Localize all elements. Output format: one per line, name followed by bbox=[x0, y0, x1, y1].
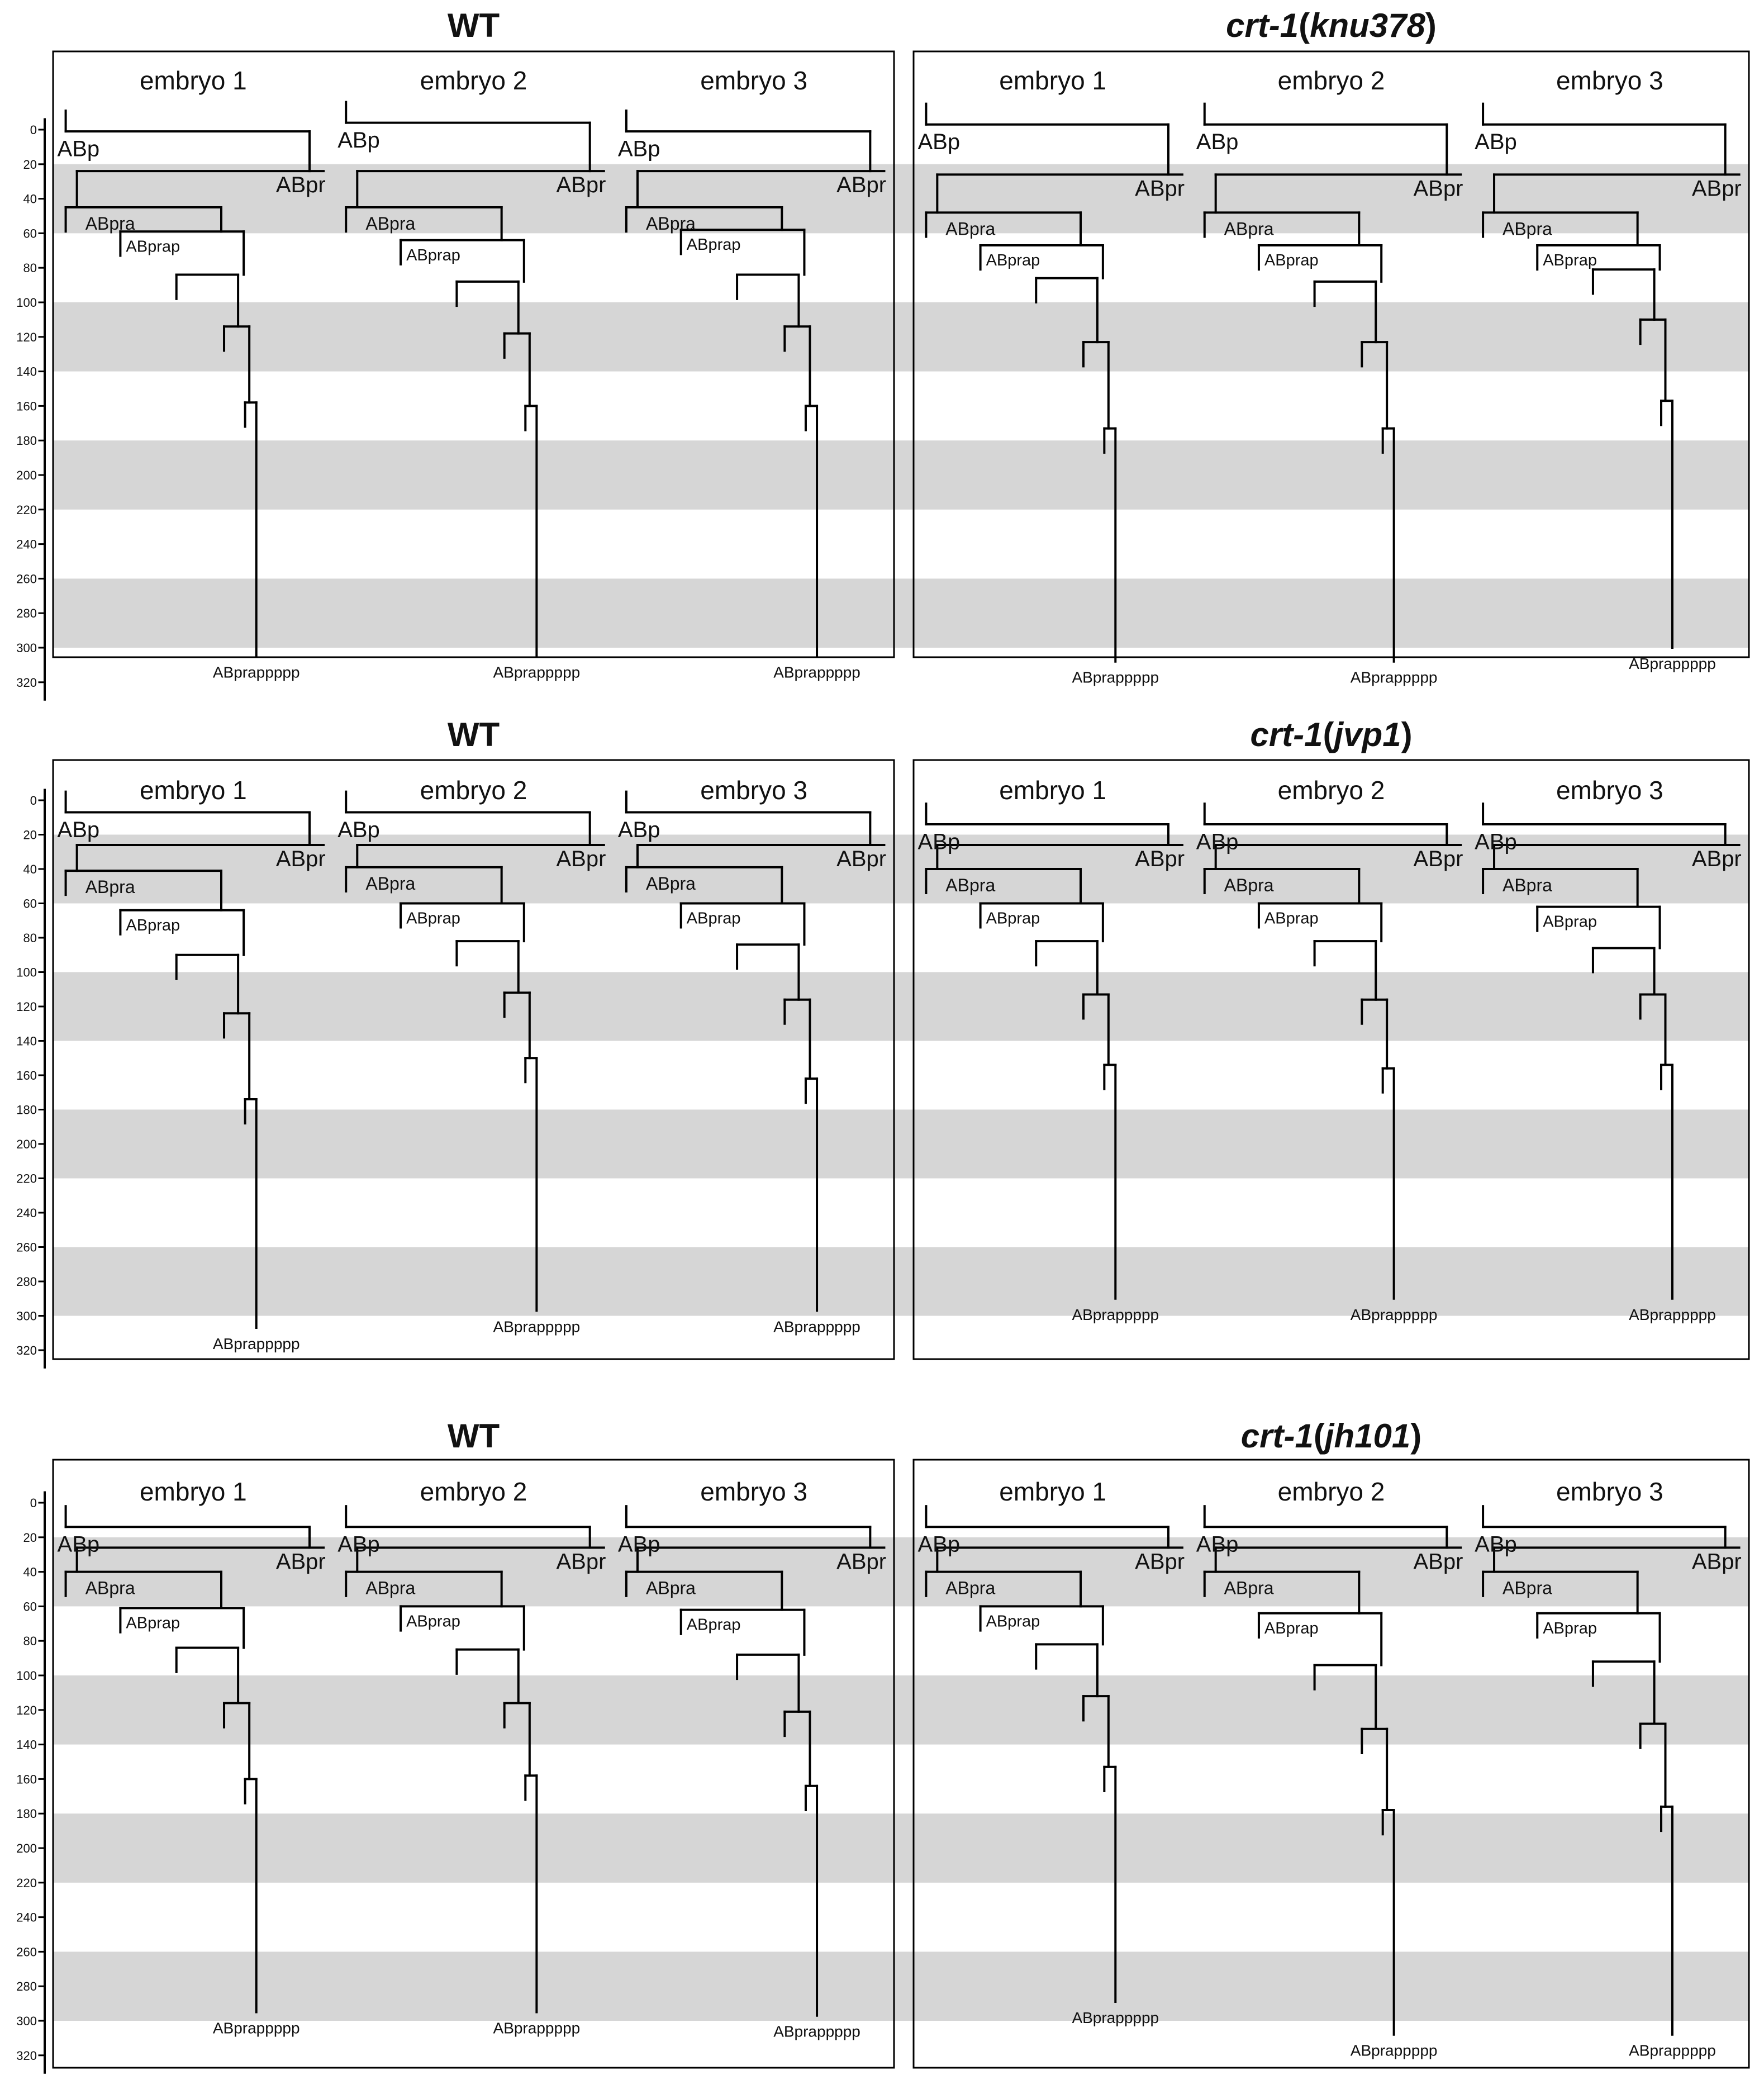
embryo-label: embryo 2 bbox=[1277, 776, 1385, 805]
panel-title-part: ( bbox=[1299, 7, 1310, 44]
panel-title-text: WT bbox=[447, 7, 500, 44]
tick-label: 240 bbox=[16, 1206, 37, 1220]
cell-label-abprap: ABprap bbox=[406, 1612, 460, 1631]
cell-label-terminal: ABprappppp bbox=[1629, 1305, 1716, 1323]
cell-label-abprap: ABprap bbox=[986, 1612, 1040, 1631]
cell-label-abp: ABp bbox=[917, 829, 961, 854]
panel-title bbox=[448, 716, 500, 753]
cell-label-abprap: ABprap bbox=[1543, 1619, 1597, 1637]
cell-label-abpr: ABpr bbox=[1135, 846, 1185, 871]
cell-label-terminal: ABprappppp bbox=[212, 663, 300, 681]
panel-title bbox=[448, 1417, 500, 1455]
cell-label-terminal: ABprappppp bbox=[1072, 1305, 1159, 1323]
panel-title-part: ) bbox=[1425, 7, 1437, 44]
tick-label: 160 bbox=[16, 1069, 37, 1082]
tick-label: 40 bbox=[23, 1565, 37, 1579]
tick-label: 80 bbox=[23, 1634, 37, 1649]
embryo-label: embryo 3 bbox=[700, 1477, 808, 1506]
tick-label: 180 bbox=[16, 1807, 37, 1821]
tick-label: 160 bbox=[16, 399, 37, 414]
tick-label: 120 bbox=[16, 1703, 37, 1717]
tick-label: 320 bbox=[16, 2048, 37, 2063]
panel-title-text: WT bbox=[447, 1417, 500, 1455]
tick-label: 60 bbox=[23, 896, 37, 911]
tick-label: 180 bbox=[16, 1103, 37, 1117]
figure-row-3 bbox=[16, 1417, 1749, 2073]
cell-label-abpr: ABpr bbox=[556, 1549, 606, 1574]
cell-label-terminal: ABprappppp bbox=[212, 2019, 300, 2037]
cell-label-abprap: ABprap bbox=[126, 916, 180, 934]
time-axis bbox=[16, 1492, 45, 2072]
tick-label: 60 bbox=[23, 226, 37, 241]
cell-label-abp: ABp bbox=[57, 817, 100, 842]
embryo-label: embryo 1 bbox=[999, 776, 1107, 805]
cell-label-terminal: ABprappppp bbox=[1629, 655, 1716, 672]
embryo-label: embryo 3 bbox=[700, 776, 808, 805]
time-band-3 bbox=[53, 1110, 1749, 1179]
cell-label-abp: ABp bbox=[1475, 829, 1517, 854]
cell-label-abpr: ABpr bbox=[1413, 1549, 1463, 1574]
panel-title-part: knu378 bbox=[1310, 7, 1425, 44]
cell-label-terminal: ABprappppp bbox=[773, 1318, 860, 1336]
cell-label-abprap: ABprap bbox=[126, 1614, 180, 1632]
cell-label-abpra: ABpra bbox=[365, 1578, 416, 1598]
panel-title-text: WT bbox=[447, 716, 500, 753]
time-band-4 bbox=[53, 1247, 1749, 1316]
cell-label-abpr: ABpr bbox=[275, 846, 326, 871]
cell-label-abp: ABp bbox=[617, 817, 660, 842]
tick-label: 320 bbox=[16, 1343, 37, 1357]
cell-label-abp: ABp bbox=[1196, 1532, 1239, 1557]
tick-label: 160 bbox=[16, 1772, 37, 1787]
panel-title-part: ) bbox=[1401, 716, 1413, 753]
tick-label: 100 bbox=[16, 296, 37, 310]
cell-label-terminal: ABprappppp bbox=[493, 1318, 581, 1336]
cell-label-terminal: ABprappppp bbox=[1350, 668, 1438, 686]
cell-label-abprap: ABprap bbox=[1543, 251, 1597, 270]
cell-label-abprap: ABprap bbox=[686, 1616, 741, 1634]
tick-label: 300 bbox=[16, 1309, 37, 1323]
cell-label-abprap: ABprap bbox=[986, 251, 1040, 270]
embryo-label: embryo 3 bbox=[1556, 776, 1663, 805]
cell-label-abprap: ABprap bbox=[406, 246, 460, 264]
panel-title-part: crt-1 bbox=[1226, 7, 1299, 44]
tick-label: 120 bbox=[16, 1000, 37, 1014]
tick-label: 280 bbox=[16, 606, 37, 621]
cell-label-abpr: ABpr bbox=[275, 173, 326, 198]
cell-label-terminal: ABprappppp bbox=[1072, 2009, 1159, 2027]
cell-label-abpra: ABpra bbox=[646, 213, 696, 234]
cell-label-abpr: ABpr bbox=[1135, 1549, 1185, 1574]
cell-label-abpr: ABpr bbox=[556, 846, 606, 871]
cell-label-terminal: ABprappppp bbox=[493, 2019, 581, 2037]
tick-label: 20 bbox=[23, 1530, 37, 1545]
panel-title bbox=[1250, 716, 1412, 753]
embryo-label: embryo 1 bbox=[139, 1477, 247, 1506]
embryo-label: embryo 2 bbox=[1277, 1477, 1385, 1506]
cell-label-abpr: ABpr bbox=[1135, 176, 1185, 201]
time-axis bbox=[16, 790, 45, 1367]
cell-label-abprap: ABprap bbox=[1264, 909, 1319, 928]
panel-title-part: crt-1 bbox=[1240, 1417, 1314, 1455]
cell-label-abp: ABp bbox=[917, 1532, 961, 1557]
embryo-label: embryo 3 bbox=[1556, 1477, 1663, 1506]
cell-label-abp: ABp bbox=[1196, 130, 1239, 155]
cell-label-abpra: ABpra bbox=[365, 873, 416, 894]
tick-label: 100 bbox=[16, 1669, 37, 1683]
tick-label: 200 bbox=[16, 468, 37, 482]
cell-label-terminal: ABprappppp bbox=[1629, 2041, 1716, 2059]
time-band-2 bbox=[53, 972, 1749, 1041]
cell-label-abp: ABp bbox=[57, 136, 100, 162]
cell-label-abpr: ABpr bbox=[1691, 1549, 1742, 1574]
tick-label: 300 bbox=[16, 641, 37, 655]
tick-label: 220 bbox=[16, 1875, 37, 1890]
tick-label: 80 bbox=[23, 931, 37, 945]
tick-label: 180 bbox=[16, 434, 37, 448]
cell-label-abpra: ABpra bbox=[646, 1578, 696, 1598]
cell-label-abp: ABp bbox=[917, 130, 961, 155]
tick-label: 100 bbox=[16, 965, 37, 980]
cell-label-abpr: ABpr bbox=[836, 1549, 887, 1574]
cell-label-terminal: ABprappppp bbox=[1350, 1305, 1438, 1323]
cell-label-abpra: ABpra bbox=[1224, 219, 1274, 239]
tick-label: 60 bbox=[23, 1599, 37, 1614]
cell-label-abpra: ABpra bbox=[1502, 1578, 1552, 1598]
cell-label-abpr: ABpr bbox=[1691, 176, 1742, 201]
figure-row-1 bbox=[16, 7, 1749, 700]
cell-label-abpra: ABpra bbox=[945, 875, 996, 895]
tick-label: 140 bbox=[16, 1034, 37, 1048]
time-band-4 bbox=[53, 578, 1749, 648]
cell-label-abprap: ABprap bbox=[1264, 1619, 1319, 1637]
embryo-label: embryo 3 bbox=[700, 66, 808, 95]
tick-label: 20 bbox=[23, 828, 37, 842]
tick-label: 200 bbox=[16, 1137, 37, 1151]
tick-label: 140 bbox=[16, 1737, 37, 1752]
tick-label: 0 bbox=[30, 1496, 37, 1510]
cell-label-abprap: ABprap bbox=[126, 238, 180, 256]
embryo-label: embryo 1 bbox=[999, 66, 1107, 95]
cell-label-abpra: ABpra bbox=[945, 219, 996, 239]
cell-label-abpr: ABpr bbox=[1413, 846, 1463, 871]
panel-title-part: jh101 bbox=[1324, 1417, 1411, 1455]
tick-label: 120 bbox=[16, 330, 37, 344]
tick-label: 260 bbox=[16, 1945, 37, 1959]
cell-label-abpra: ABpra bbox=[1502, 219, 1552, 239]
time-band-2 bbox=[53, 1675, 1749, 1745]
cell-label-abprap: ABprap bbox=[406, 909, 460, 928]
time-band-3 bbox=[53, 440, 1749, 510]
cell-label-abp: ABp bbox=[57, 1532, 100, 1557]
tick-label: 0 bbox=[30, 794, 37, 808]
cell-label-abprap: ABprap bbox=[1543, 913, 1597, 931]
cell-label-abp: ABp bbox=[337, 817, 380, 842]
tick-label: 260 bbox=[16, 1240, 37, 1255]
cell-label-abp: ABp bbox=[617, 1532, 660, 1557]
cell-label-abprap: ABprap bbox=[986, 909, 1040, 928]
cell-label-abpra: ABpra bbox=[1224, 1578, 1274, 1598]
time-band-3 bbox=[53, 1813, 1749, 1883]
embryo-label: embryo 2 bbox=[420, 66, 527, 95]
tick-label: 280 bbox=[16, 1979, 37, 1994]
cell-label-abpra: ABpra bbox=[365, 213, 416, 234]
time-band-4 bbox=[53, 1951, 1749, 2021]
embryo-label: embryo 1 bbox=[999, 1477, 1107, 1506]
cell-label-terminal: ABprappppp bbox=[493, 663, 581, 681]
cell-label-abprap: ABprap bbox=[686, 236, 741, 254]
cell-label-abpr: ABpr bbox=[1413, 176, 1463, 201]
cell-label-abpra: ABpra bbox=[85, 1578, 135, 1598]
tick-label: 260 bbox=[16, 572, 37, 586]
tick-label: 200 bbox=[16, 1841, 37, 1855]
cell-label-abpra: ABpra bbox=[646, 873, 696, 894]
cell-label-abpr: ABpr bbox=[556, 173, 606, 198]
cell-label-abpr: ABpr bbox=[1691, 846, 1742, 871]
cell-label-terminal: ABprappppp bbox=[212, 1335, 300, 1353]
panel-title-part: ( bbox=[1313, 1417, 1325, 1455]
embryo-label: embryo 3 bbox=[1556, 66, 1663, 95]
embryo-label: embryo 2 bbox=[420, 1477, 527, 1506]
cell-label-terminal: ABprappppp bbox=[1350, 2041, 1438, 2059]
tick-label: 40 bbox=[23, 192, 37, 206]
tick-label: 240 bbox=[16, 1910, 37, 1925]
cell-label-abprap: ABprap bbox=[686, 909, 741, 928]
cell-label-abp: ABp bbox=[1475, 130, 1517, 155]
tick-label: 140 bbox=[16, 364, 37, 379]
cell-label-abpra: ABpra bbox=[85, 213, 135, 234]
time-band-2 bbox=[53, 302, 1749, 372]
tick-label: 20 bbox=[23, 157, 37, 172]
time-axis bbox=[16, 119, 45, 699]
panel-title bbox=[1241, 1417, 1421, 1455]
cell-label-abpra: ABpra bbox=[1502, 875, 1552, 895]
figure-row-2 bbox=[16, 716, 1749, 1367]
cell-label-abpra: ABpra bbox=[85, 877, 135, 898]
cell-label-abp: ABp bbox=[617, 136, 660, 162]
tick-label: 320 bbox=[16, 675, 37, 690]
cell-label-terminal: ABprappppp bbox=[1072, 668, 1159, 686]
embryo-label: embryo 1 bbox=[139, 66, 247, 95]
panel-title bbox=[448, 7, 500, 44]
panel-title-part: jvp1 bbox=[1334, 716, 1401, 753]
panel-title-part: crt-1 bbox=[1250, 716, 1323, 753]
cell-label-abp: ABp bbox=[337, 128, 380, 153]
embryo-label: embryo 2 bbox=[420, 776, 527, 805]
cell-label-abp: ABp bbox=[1196, 829, 1239, 854]
cell-label-abpra: ABpra bbox=[1224, 875, 1274, 895]
tick-label: 300 bbox=[16, 2014, 37, 2028]
tick-label: 280 bbox=[16, 1275, 37, 1289]
cell-label-abp: ABp bbox=[337, 1532, 380, 1557]
cell-label-abpr: ABpr bbox=[275, 1549, 326, 1574]
tick-label: 40 bbox=[23, 862, 37, 876]
panel-title-part: ) bbox=[1410, 1417, 1422, 1455]
cell-label-terminal: ABprappppp bbox=[773, 2022, 860, 2040]
tick-label: 240 bbox=[16, 537, 37, 552]
embryo-label: embryo 1 bbox=[139, 776, 247, 805]
cell-label-terminal: ABprappppp bbox=[773, 663, 860, 681]
tick-label: 220 bbox=[16, 1171, 37, 1186]
embryo-label: embryo 2 bbox=[1277, 66, 1385, 95]
tick-label: 0 bbox=[30, 123, 37, 137]
cell-label-abp: ABp bbox=[1475, 1532, 1517, 1557]
panel-title-part: ( bbox=[1323, 716, 1334, 753]
tick-label: 220 bbox=[16, 502, 37, 517]
tick-label: 80 bbox=[23, 261, 37, 276]
cell-label-abprap: ABprap bbox=[1264, 251, 1319, 270]
panel-title bbox=[1226, 7, 1437, 44]
cell-label-abpr: ABpr bbox=[836, 173, 887, 198]
cell-label-abpra: ABpra bbox=[945, 1578, 996, 1598]
cell-label-abpr: ABpr bbox=[836, 846, 887, 871]
